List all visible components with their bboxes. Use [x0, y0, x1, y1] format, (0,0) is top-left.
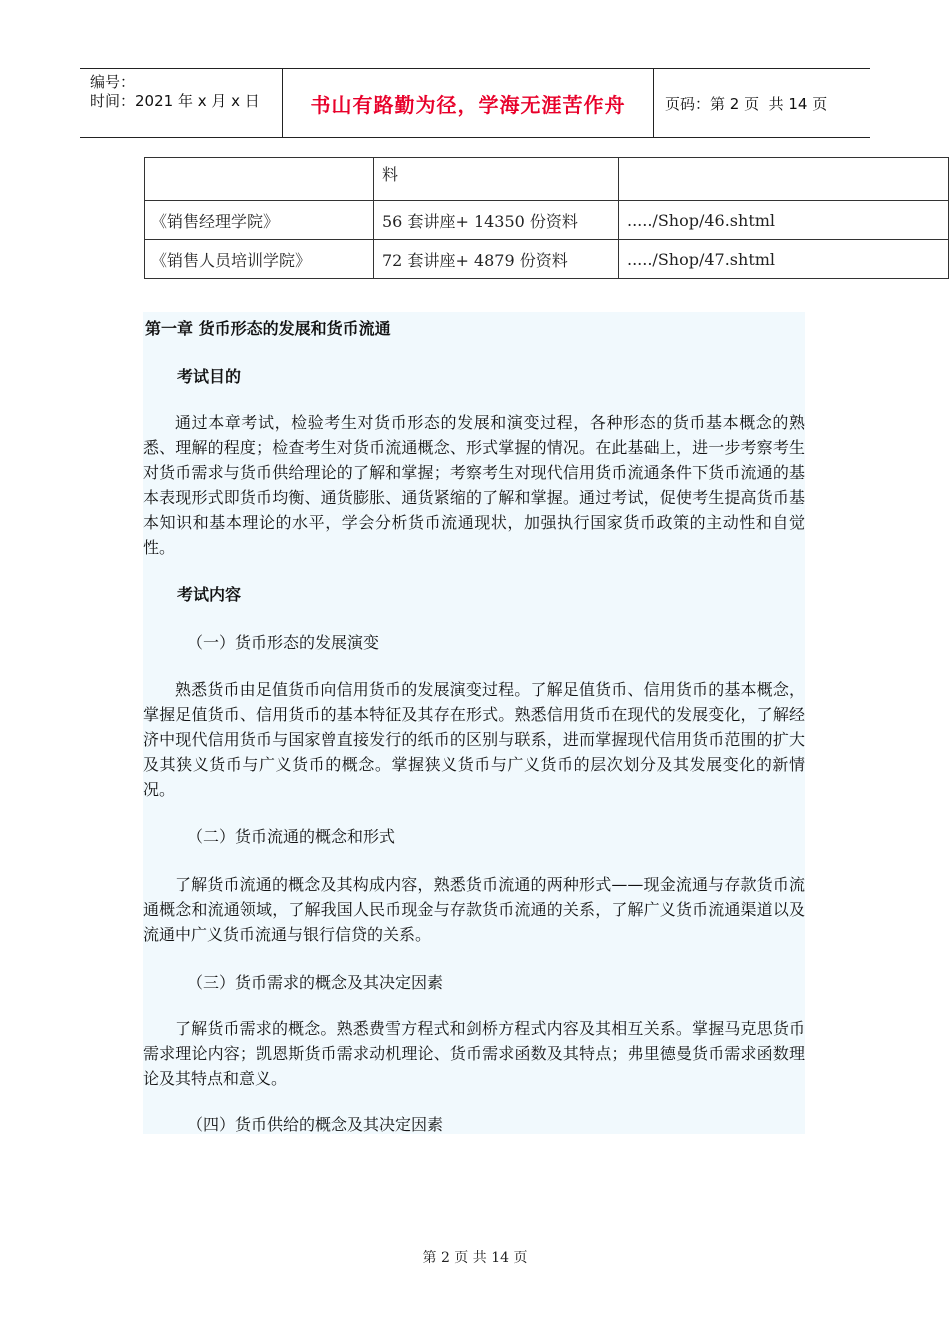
table-cell [145, 158, 374, 201]
time-label: 时间：2021 年 x 月 x 日 [90, 92, 260, 110]
section-2-title: （二）货币流通的概念和形式 [187, 827, 396, 846]
chapter-title: 第一章 货币形态的发展和货币流通 [145, 319, 391, 338]
header-meta-cell [80, 69, 283, 137]
exam-purpose-paragraph: 通过本章考试，检验考生对货币形态的发展和演变过程，各种形态的货币基本概念的熟悉、理解的程度；检查考生对货币流通概念、形式掌握的情况。在此基础上，进一步考察考生对货币需求与货币供给理论的了解和掌握；考察考生对现代信用货币流通条件下货币流通的基本表现形式即货币均衡、通货膨胀、通货紧缩的了解和掌握。通过考试，促使考生提高货币基本知识和基本理论的水平，学会分析货币流通现状，加强执行国家货币政策的主动性和自觉性。 [143, 413, 805, 557]
section-1-title: （一）货币形态的发展演变 [187, 633, 380, 652]
table-cell: 《销售人员培训学院》 [145, 240, 374, 279]
table-cell: 料 [374, 158, 619, 201]
table-row [145, 201, 949, 240]
exam-purpose-heading: 考试目的 [177, 367, 242, 386]
table-row [145, 158, 949, 201]
table-link[interactable]: ...../Shop/47.shtml [619, 240, 949, 279]
table-cell: 《销售经理学院》 [145, 201, 374, 240]
section-3-paragraph: 了解货币需求的概念。熟悉费雪方程式和剑桥方程式内容及其相互关系。掌握马克思货币需求理论内容；凯恩斯货币需求动机理论、货币需求函数及其特点；弗里德曼货币需求函数理论及其特点和意义。 [143, 1019, 805, 1088]
resource-table [144, 157, 949, 279]
section-1-paragraph: 熟悉货币由足值货币向信用货币的发展演变过程。了解足值货币、信用货币的基本概念，掌握足值货币、信用货币的基本特征及其存在形式。熟悉信用货币在现代的发展变化，了解经济中现代信用货币与国家曾直接发行的纸币的区别与联系，进而掌握现代信用货币范围的扩大及其狭义货币与广义货币的概念。掌握狭义货币与广义货币的层次划分及其发展变化的新情况。 [143, 680, 805, 799]
exam-content-heading: 考试内容 [177, 585, 242, 604]
table-link[interactable]: ...../Shop/46.shtml [619, 201, 949, 240]
table-row [145, 240, 949, 279]
document-body [143, 312, 805, 1134]
section-4-title: （四）货币供给的概念及其决定因素 [187, 1115, 444, 1134]
section-2-paragraph: 了解货币流通的概念及其构成内容，熟悉货币流通的两种形式——现金流通与存款货币流通概念和流通领域，了解我国人民币现金与存款货币流通的关系，了解广义货币流通渠道以及流通中广义货币流通与银行信贷的关系。 [143, 875, 805, 944]
page-footer: 第 2 页 共 14 页 [422, 1250, 528, 1266]
page-header [80, 68, 870, 138]
section-3-title: （三）货币需求的概念及其决定因素 [187, 973, 444, 992]
serial-label: 编号： [90, 73, 136, 91]
table-cell: 56 套讲座+ 14350 份资料 [374, 201, 619, 240]
table-cell [619, 158, 949, 201]
motto: 书山有路勤为径，学海无涯苦作舟 [283, 69, 654, 137]
page-code: 页码：第 2 页 共 14 页 [665, 95, 828, 113]
table-cell: 72 套讲座+ 4879 份资料 [374, 240, 619, 279]
